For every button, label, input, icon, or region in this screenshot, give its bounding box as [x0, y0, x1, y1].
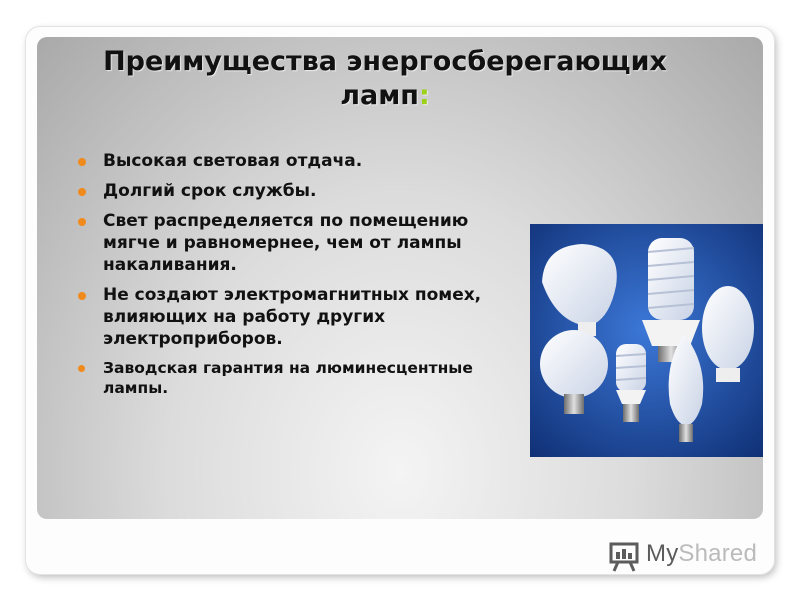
- slide-title-text: Преимущества энергосберегающих ламп: [103, 46, 667, 111]
- energy-saving-lamps-image: [530, 224, 763, 457]
- presentation-board-icon: [608, 540, 642, 572]
- myshared-watermark: [606, 538, 766, 572]
- bullet-item: Не создают электромагнитных помех, влияющих на работу других электроприборов.: [78, 284, 518, 350]
- watermark-text: [646, 540, 757, 568]
- bullet-item: Долгий срок службы.: [78, 180, 518, 202]
- bullet-item: Заводская гарантия на люминесцентные лампы.: [78, 358, 518, 398]
- slide-title-colon: :: [418, 80, 430, 111]
- watermark-brand-suffix: Shared: [678, 540, 757, 567]
- watermark-brand-prefix: My: [646, 540, 679, 567]
- bullet-item: Свет распределяется по помещению мягче и равномернее, чем от лампы накаливания.: [78, 210, 518, 276]
- bullet-list: [78, 150, 518, 406]
- slide-title: [100, 45, 670, 113]
- bullet-item: Высокая световая отдача.: [78, 150, 518, 172]
